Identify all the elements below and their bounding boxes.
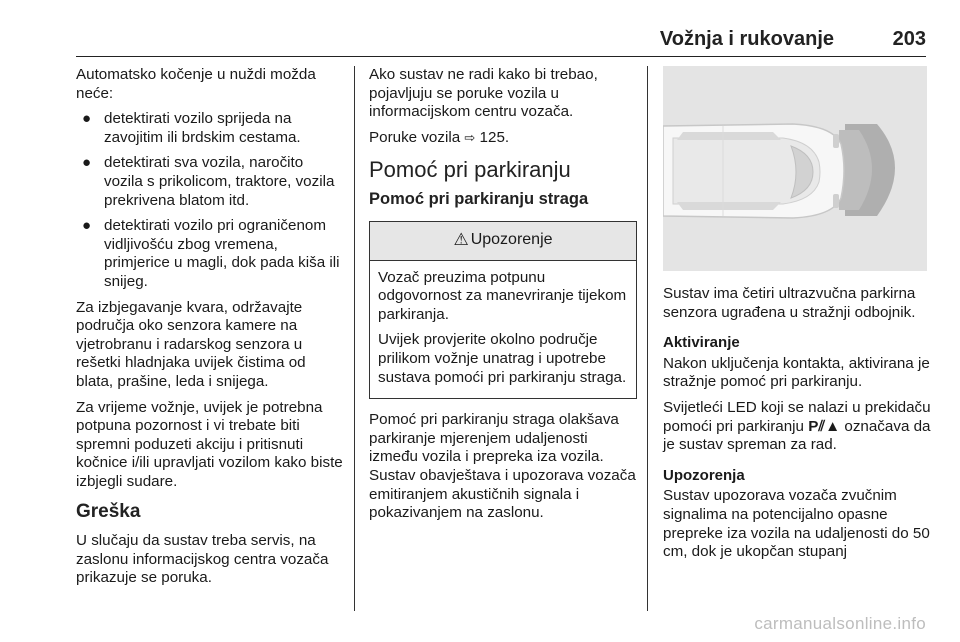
paragraph: Nakon uključenja kontakta, aktivirana je stražnje pomoć pri parkiranju. bbox=[663, 354, 930, 391]
column-3 bbox=[663, 66, 933, 569]
warning-label: Upozorenje bbox=[470, 231, 553, 249]
paragraph: Za vrijeme vožnje, uvijek je potrebna potpuna pozornost i vi trebate biti spremni poduzeti akciju i pritisnuti kočnice i/ili upravljati vozilom kako biste izbjegli sudare. bbox=[76, 398, 343, 490]
bullet-icon: ● bbox=[82, 110, 92, 128]
list-item: ● detektirati vozilo pri ograničenom vidljivošću zbog vremena, primjerice u magli, dok pada kiša ili snijeg. bbox=[82, 217, 340, 290]
section-title: Pomoć pri parkiranju bbox=[369, 157, 571, 183]
subheading-activation: Aktiviranje bbox=[663, 334, 740, 352]
paragraph: Poruke vozila ⇨ 125. bbox=[369, 128, 510, 146]
intro-text: Automatsko kočenje u nuždi možda neće: bbox=[76, 66, 316, 102]
page-reference[interactable]: 125. bbox=[479, 128, 510, 146]
warning-text: Uvijek provjerite okolno područje prilikom vožnje unatrag i upotrebe sustava pomoći pri parkiranju straga. bbox=[378, 331, 627, 386]
warning-box bbox=[369, 221, 637, 400]
section-heading: Greška bbox=[76, 501, 141, 523]
car-sensor-illustration bbox=[663, 66, 927, 271]
column-2 bbox=[369, 66, 637, 530]
subheading-warnings: Upozorenja bbox=[663, 466, 745, 484]
car-top-view-image bbox=[663, 66, 927, 271]
watermark-text: carmanualsonline.info bbox=[754, 614, 926, 633]
page-number: 203 bbox=[892, 28, 926, 50]
page-header bbox=[76, 26, 926, 57]
paragraph: Svijetleći LED koji se nalazi u prekidaču pomoći pri parkiranju P⫽▲ označava da je sustav spreman za rad. bbox=[663, 398, 931, 454]
paragraph: Pomoć pri parkiranju straga olakšava parkiranje mjerenjem udaljenosti između vozila i prepreka iza vozila. Sustav obavještava i upozorava vozača emitiranjem akustičnih signala i pokazivanjem na zaslonu. bbox=[369, 411, 636, 522]
paragraph: U slučaju da sustav treba servis, na zaslonu informacijskog centra vozača prikazuje se poruka. bbox=[76, 532, 329, 587]
park-assist-icon: P⫽▲ bbox=[808, 417, 841, 435]
warning-icon: ⚠ bbox=[453, 230, 469, 250]
warning-text: Vozač preuzima potpunu odgovornost za manevriranje tijekom parkiranja. bbox=[378, 268, 627, 323]
column-1 bbox=[76, 66, 344, 595]
figure-caption: Sustav ima četiri ultrazvučna parkirna senzora ugrađena u stražnji odbojnik. bbox=[663, 285, 916, 321]
warning-body bbox=[370, 261, 636, 399]
paragraph: Sustav upozorava vozača zvučnim signalima na potencijalno opasne prepreke iza vozila na udaljenosti do 50 cm, dok je ukopčan stupanj bbox=[663, 487, 930, 561]
bullet-list bbox=[76, 110, 344, 291]
bullet-icon: ● bbox=[82, 154, 92, 172]
column-divider bbox=[647, 66, 648, 611]
page-reference-icon: ⇨ bbox=[464, 129, 476, 145]
subsection-title: Pomoć pri parkiranju straga bbox=[369, 189, 589, 208]
list-item: ● detektirati vozilo sprijeda na zavojitim ili brdskim cestama. bbox=[82, 110, 301, 146]
paragraph: Ako sustav ne radi kako bi trebao, pojavljuju se poruke vozila u informacijskom centru vozača. bbox=[369, 66, 598, 121]
bullet-icon: ● bbox=[82, 217, 92, 235]
column-divider bbox=[354, 66, 355, 611]
list-item: ● detektirati sva vozila, naročito vozila s prikolicom, traktore, vozila prekrivena blatom itd. bbox=[82, 154, 335, 209]
warning-header bbox=[370, 222, 636, 261]
chapter-title: Vožnja i rukovanje bbox=[659, 28, 834, 50]
paragraph: Za izbjegavanje kvara, održavajte područja oko senzora kamere na vjetrobranu i radarskog senzora u rešetki hladnjaka uvijek čistima od blata, prašine, leda i snijega. bbox=[76, 298, 306, 390]
